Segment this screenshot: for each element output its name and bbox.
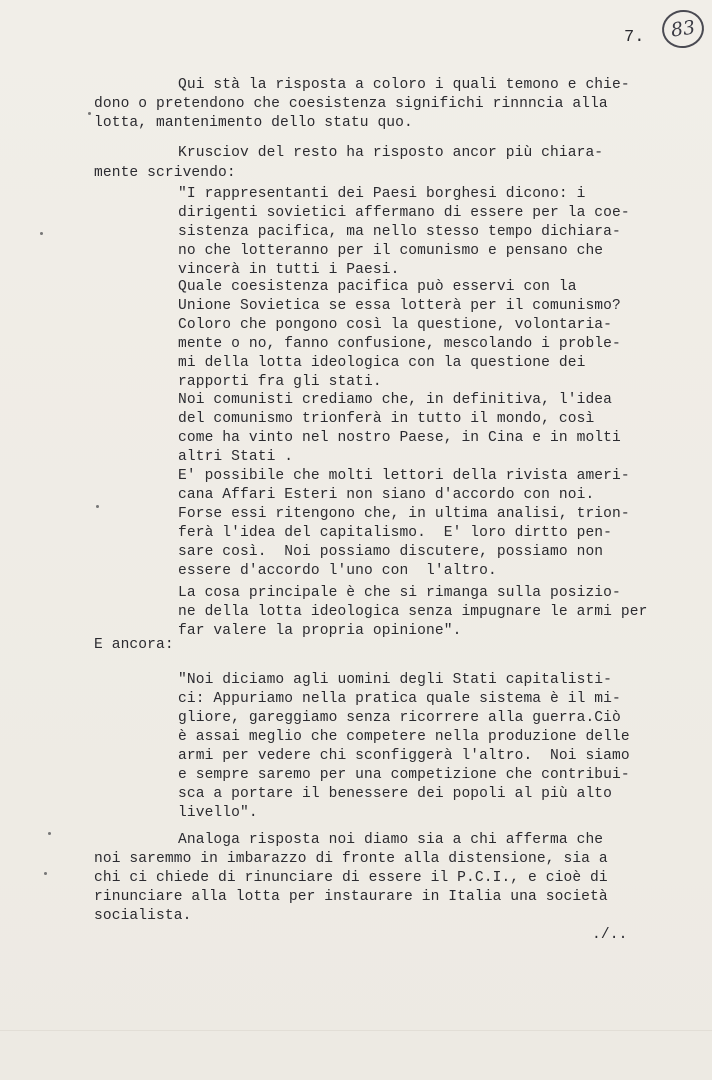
quote-line: livello". bbox=[178, 805, 258, 821]
scan-speck bbox=[88, 112, 91, 115]
text-line: chi ci chiede di rinunciare di essere il P.C.I., e cioè di bbox=[94, 870, 608, 886]
text-line: mente scrivendo: bbox=[94, 165, 236, 181]
page-number: 7. bbox=[624, 28, 645, 47]
text-line: E ancora: bbox=[94, 637, 174, 653]
quote-line: Coloro che pongono così la questione, volontaria- bbox=[178, 317, 613, 333]
text-line: Qui stà la risposta a coloro i quali temono e chie- bbox=[178, 77, 630, 93]
quote-line: come ha vinto nel nostro Paese, in Cina e in molti bbox=[178, 430, 621, 446]
text-line: lotta, mantenimento dello statu quo. bbox=[94, 115, 413, 131]
scan-speck bbox=[44, 872, 47, 875]
quote-line: mi della lotta ideologica con la questione dei bbox=[178, 355, 586, 371]
quote-line: armi per vedere chi sconfiggerà l'altro. Noi siamo bbox=[178, 748, 630, 764]
quote-line: vincerà in tutti i Paesi. bbox=[178, 262, 400, 278]
scan-speck bbox=[48, 832, 51, 835]
quote-line: ferà l'idea del capitalismo. E' loro dirtto pen- bbox=[178, 525, 613, 541]
text-line: rinunciare alla lotta per instaurare in Italia una società bbox=[94, 889, 608, 905]
quote-line: ci: Appuriamo nella pratica quale sistema è il mi- bbox=[178, 691, 621, 707]
quote-line: Noi comunisti crediamo che, in definitiva, l'idea bbox=[178, 392, 613, 408]
quote-line: del comunismo trionferà in tutto il mondo, così bbox=[178, 411, 595, 427]
quote-line: gliore, gareggiamo senza ricorrere alla guerra.Ciò bbox=[178, 710, 621, 726]
quote-line: dirigenti sovietici affermano di essere per la coe- bbox=[178, 205, 630, 221]
quote-line: E' possibile che molti lettori della rivista ameri- bbox=[178, 468, 630, 484]
quote-line: far valere la propria opinione". bbox=[178, 623, 462, 639]
page-bottom-divider bbox=[0, 1030, 712, 1031]
quote-line: La cosa principale è che si rimanga sulla posizio- bbox=[178, 585, 621, 601]
text-line: noi saremmo in imbarazzo di fronte alla distensione, sia a bbox=[94, 851, 608, 867]
quote-line: no che lotteranno per il comunismo e pensano che bbox=[178, 243, 604, 259]
quote-line: altri Stati . bbox=[178, 449, 294, 465]
quote-line: cana Affari Esteri non siano d'accordo con noi. bbox=[178, 487, 595, 503]
text-line: Analoga risposta noi diamo sia a chi afferma che bbox=[178, 832, 604, 848]
quote-line: "I rappresentanti dei Paesi borghesi dicono: i bbox=[178, 186, 586, 202]
quote-line: "Noi diciamo agli uomini degli Stati capitalisti- bbox=[178, 672, 613, 688]
text-line: socialista. bbox=[94, 908, 192, 924]
text-line: dono o pretendono che coesistenza significhi rinnncia alla bbox=[94, 96, 608, 112]
continuation-mark: ./.. bbox=[592, 927, 628, 943]
quote-line: essere d'accordo l'uno con l'altro. bbox=[178, 563, 497, 579]
quote-line: Unione Sovietica se essa lotterà per il comunismo? bbox=[178, 298, 621, 314]
quote-line: sistenza pacifica, ma nello stesso tempo dichiara- bbox=[178, 224, 621, 240]
text-line: Krusciov del resto ha risposto ancor più chiara- bbox=[178, 145, 604, 161]
quote-line: Forse essi ritengono che, in ultima analisi, trion- bbox=[178, 506, 630, 522]
quote-line: sare così. Noi possiamo discutere, possiamo non bbox=[178, 544, 604, 560]
archive-number-stamp: 83 bbox=[660, 7, 707, 50]
quote-line: rapporti fra gli stati. bbox=[178, 374, 382, 390]
quote-line: sca a portare il benessere dei popoli al più alto bbox=[178, 786, 613, 802]
quote-line: Quale coesistenza pacifica può esservi con la bbox=[178, 279, 577, 295]
quote-line: è assai meglio che competere nella produzione delle bbox=[178, 729, 630, 745]
quote-line: e sempre saremo per una competizione che contribui- bbox=[178, 767, 630, 783]
scan-speck bbox=[96, 505, 99, 508]
scan-speck bbox=[40, 232, 43, 235]
quote-line: mente o no, fanno confusione, mescolando i proble- bbox=[178, 336, 621, 352]
quote-line: ne della lotta ideologica senza impugnare le armi per bbox=[178, 604, 648, 620]
